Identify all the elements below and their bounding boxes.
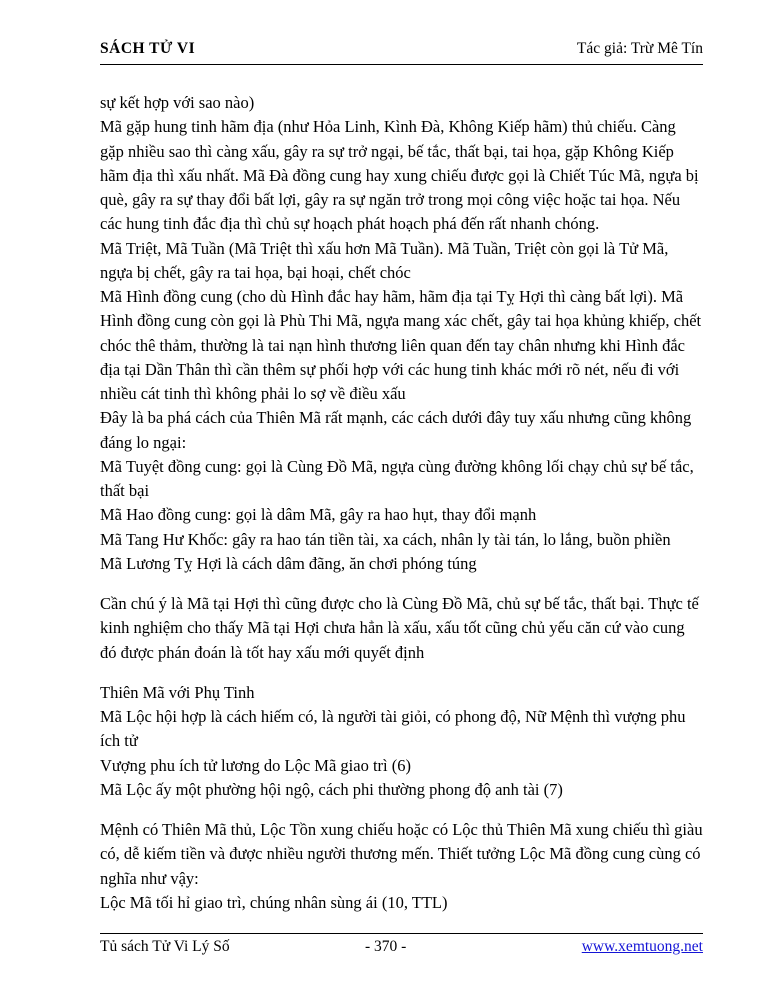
paragraph: Đây là ba phá cách của Thiên Mã rất mạnh, các cách dưới đây tuy xấu nhưng cũng không đáng lo ngại: <box>100 408 692 452</box>
website-link[interactable]: www.xemtuong.net <box>581 938 703 955</box>
paragraph: Mệnh có Thiên Mã thủ, Lộc Tồn xung chiếu hoặc có Lộc thủ Thiên Mã xung chiếu thì giàu có, dễ kiếm tiền và được nhiều người thương mến. Thiết tưởng Lộc Mã đồng cung cùng có nghĩa như vậy: <box>100 820 703 888</box>
page-content <box>100 91 703 915</box>
section-title: Thiên Mã với Phụ Tinh <box>100 682 255 702</box>
paragraph: Mã Triệt, Mã Tuần (Mã Triệt thì xấu hơn Mã Tuần). Mã Tuần, Triệt còn gọi là Tử Mã, ngựa bị chết, gây ra tai họa, bại hoại, chết chóc <box>100 238 669 282</box>
page-number: - 370 - <box>365 938 407 955</box>
author-line: Tác giả: Trừ Mê Tín <box>576 40 703 57</box>
page-footer <box>100 933 703 956</box>
paragraph: Mã Lương Tỵ Hợi là cách dâm đãng, ăn chơi phóng túng <box>100 553 477 573</box>
paragraph: sự kết hợp với sao nào) <box>100 93 255 112</box>
paragraph: Mã gặp hung tinh hãm địa (như Hỏa Linh, Kình Đà, Không Kiếp hãm) thủ chiếu. Càng gặp nhiều sao thì càng xấu, gây ra sự trở ngại, bế tắc, thất bại, tai họa, gặp Không Kiếp hãm địa thì xấu nhất. Mã Đà đồng cung hay xung chiếu được gọi là Chiết Túc Mã, ngựa bị què, gây ra sự thay đổi bất lợi, gây ra sự ngăn trở trong mọi công việc hoặc tai họa. Nếu các hung tinh đắc địa thì chủ sự hoạch phát hoạch phá đến rất nhanh chóng. <box>100 117 699 234</box>
page-header <box>100 40 703 62</box>
paragraph: Mã Hao đồng cung: gọi là dâm Mã, gây ra hao hụt, thay đổi mạnh <box>100 505 537 525</box>
paragraph: Mã Tuyệt đồng cung: gọi là Cùng Đồ Mã, ngựa cùng đường không lối chạy chủ sự bế tắc, thất bại <box>100 456 694 500</box>
paragraph: Mã Lộc hội hợp là cách hiếm có, là người tài giỏi, có phong độ, Nữ Mệnh thì vượng phu ích tử <box>100 707 686 751</box>
paragraph-note: Cần chú ý là Mã tại Hợi thì cũng được cho là Cùng Đồ Mã, chủ sự bế tắc, thất bại. Thực tế kinh nghiệm cho thấy Mã tại Hợi chưa hẳn là xấu, xấu tốt cũng chủ yếu căn cứ vào cung đó được phán đoán là tốt hay xấu mới quyết định <box>100 594 699 662</box>
paragraph: Mã Tang Hư Khốc: gây ra hao tán tiền tài, xa cách, nhân ly tài tán, lo lắng, buồn phiền <box>100 529 671 549</box>
paragraph: Vượng phu ích tử lương do Lộc Mã giao trì (6) <box>100 755 411 775</box>
header-divider <box>100 64 703 65</box>
paragraph: Lộc Mã tối hỉ giao trì, chúng nhân sùng ái (10, TTL) <box>100 892 448 912</box>
book-title: SÁCH TỬ VI <box>100 40 196 57</box>
paragraph: Mã Lộc ấy một phường hội ngộ, cách phi thường phong độ anh tài (7) <box>100 779 563 799</box>
footer-divider <box>100 933 703 934</box>
paragraph: Mã Hình đồng cung (cho dù Hình đắc hay hãm, hãm địa tại Tỵ Hợi thì càng bất lợi). Mã Hình đồng cung còn gọi là Phù Thi Mã, ngựa mang xác chết, gây tai họa khủng khiếp, chết chóc thê thảm, thường là tai nạn hình thương liên quan đến tay chân nhưng khi Hình đắc địa tại Dần Thân thì cần thêm sự phối hợp với các hung tinh khác mới rõ nét, nếu đi với nhiều cát tinh thì không phải lo sợ về điều xấu <box>100 287 702 403</box>
footer-collection-label: Tủ sách Tử Vi Lý Số <box>100 938 230 955</box>
